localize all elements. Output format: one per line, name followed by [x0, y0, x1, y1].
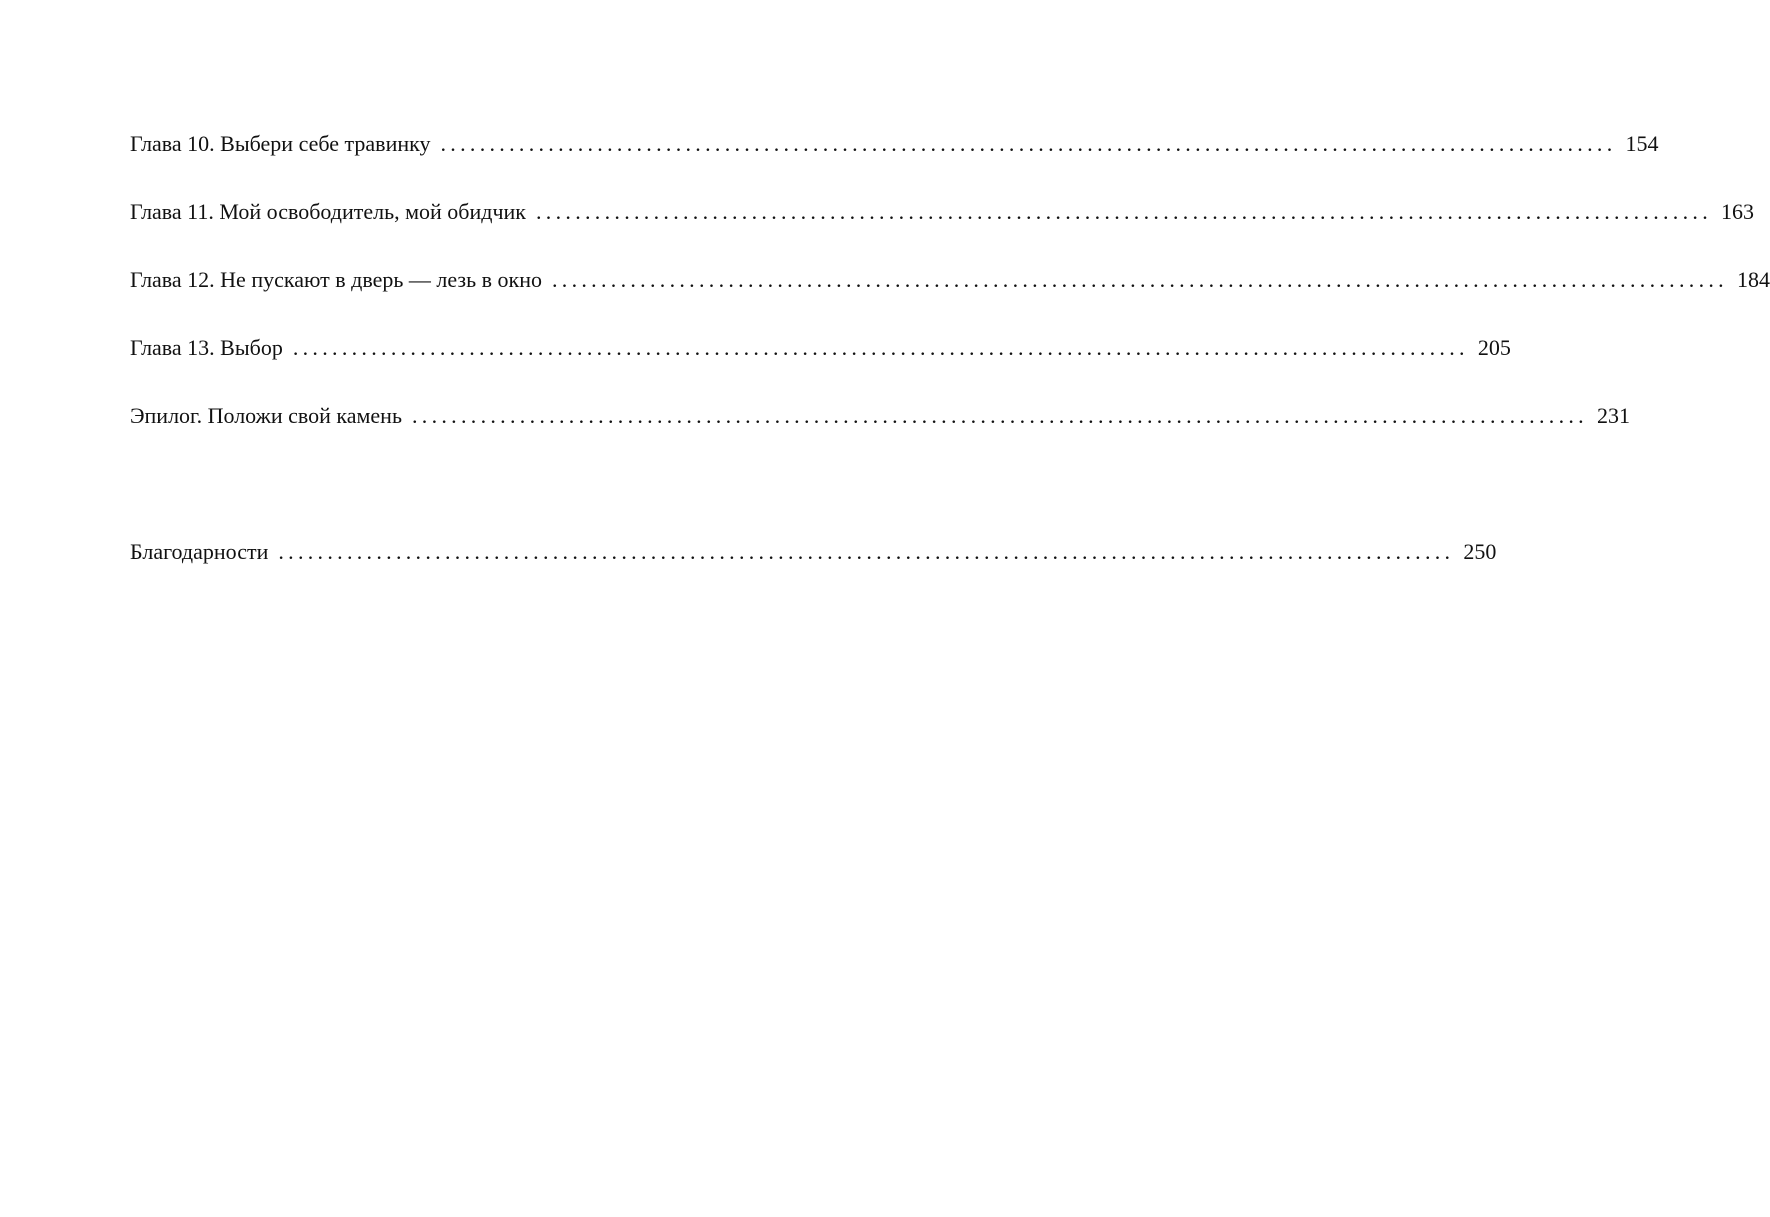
toc-entry-page-number: 184	[1736, 267, 1770, 292]
toc-entry-title: Эпилог. Положи свой камень	[130, 403, 402, 428]
toc-entry-chapter-11	[130, 194, 1754, 262]
dot-leader: ........................................................................................................................	[292, 335, 1469, 360]
table-of-contents	[130, 126, 1770, 602]
toc-entry-title: Благодарности	[130, 539, 269, 564]
dot-leader: ........................................................................................................................	[278, 539, 1455, 564]
toc-entry-chapter-12	[130, 262, 1770, 330]
toc-entry-page-number: 250	[1463, 539, 1497, 564]
dot-leader: ........................................................................................................................	[411, 403, 1588, 428]
dot-leader: ........................................................................................................................	[551, 267, 1728, 292]
toc-entry-acknowledgements	[130, 534, 1497, 602]
toc-entry-page-number: 163	[1721, 199, 1754, 224]
toc-entry-title: Глава 13. Выбор	[130, 335, 283, 360]
toc-entry-title: Глава 10. Выбери себе травинку	[130, 131, 431, 156]
toc-entry-page-number: 205	[1477, 335, 1511, 360]
toc-entry-page-number: 231	[1596, 403, 1630, 428]
toc-entry-title: Глава 11. Мой освободитель, мой обидчик	[130, 199, 526, 224]
toc-entry-page-number: 154	[1625, 131, 1659, 156]
toc-entry-chapter-10	[130, 126, 1659, 194]
toc-entry-chapter-13	[130, 330, 1511, 398]
toc-entry-epilogue	[130, 398, 1630, 466]
toc-entry-title: Глава 12. Не пускают в дверь — лезь в окно	[130, 267, 542, 292]
dot-leader: ........................................................................................................................	[536, 199, 1712, 224]
dot-leader: ........................................................................................................................	[440, 131, 1617, 156]
